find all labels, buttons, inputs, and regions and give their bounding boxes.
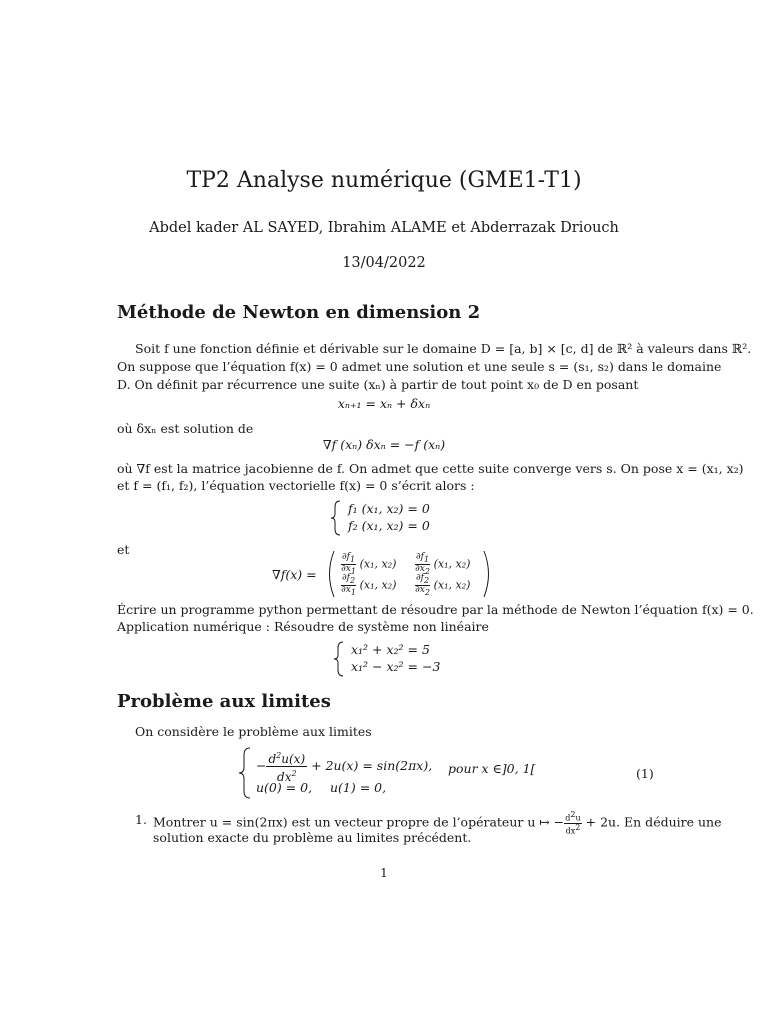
left-brace	[238, 747, 254, 799]
jacobian-matrix	[323, 550, 495, 598]
recurrence-equation: xₙ₊₁ = xₙ + δxₙ	[337, 396, 431, 411]
paragraph-line: Soit f une fonction définie et dérivable sur le domaine D = [a, b] × [c, d] de ℝ² à valeurs dans ℝ².	[135, 341, 752, 356]
paragraph-line: où δxₙ est solution de	[117, 421, 254, 436]
jacobian-entry-11: $\frac{\partial f_1}{\partial x_1}$ (x₁, x₂)	[341, 552, 397, 576]
paragraph-line: D. On définit par récurrence une suite (xₙ) à partir de tout point x₀ de D en posant	[117, 377, 639, 392]
boundary-condition-left: u(0) = 0,	[256, 780, 313, 795]
paragraph-line: Écrire un programme python permettant de résoudre par la méthode de Newton l’équation f(x) = 0.	[117, 602, 754, 617]
system-2-row-2: x₁² − x₂² = −3	[351, 659, 441, 674]
jacobian-entry-22: $\frac{\partial f_2}{\partial x_2}$ (x₁, x₂)	[415, 573, 471, 597]
jacobian-lhs: ∇f(x) =	[272, 567, 317, 582]
system-1-row-1: f₁ (x₁, x₂) = 0	[348, 501, 430, 516]
document-title: TP2 Analyse numérique (GME1-T1)	[186, 168, 582, 193]
boundary-condition-right: u(1) = 0,	[330, 780, 387, 795]
left-brace	[333, 641, 347, 677]
equation-domain: pour x ∈]0, 1[	[448, 761, 536, 776]
paragraph-line: On suppose que l’équation f(x) = 0 admet une solution et une seule s = (s₁, s₂) dans le domaine	[117, 359, 722, 374]
system-2-row-1: x₁² + x₂² = 5	[351, 642, 430, 657]
jacobian-entry-21: $\frac{\partial f_2}{\partial x_1}$ (x₁, x₂)	[341, 573, 397, 597]
paragraph-line: et	[117, 542, 130, 557]
paragraph-line: Application numérique : Résoudre de système non linéaire	[117, 619, 489, 634]
left-brace	[330, 500, 344, 536]
list-item-1-line-2: solution exacte du problème au limites précédent.	[153, 830, 472, 845]
paragraph-line: et f = (f₁, f₂), l’équation vectorielle f(x) = 0 s’écrit alors :	[117, 478, 475, 493]
boundary-value-problem	[238, 747, 658, 799]
equation-number: (1)	[636, 766, 654, 781]
authors-line: Abdel kader AL SAYED, Ibrahim ALAME et Abderrazak Driouch	[149, 220, 619, 236]
newton-step-equation: ∇f (xₙ) δxₙ = −f (xₙ)	[322, 437, 446, 452]
list-item-1-line-1: Montrer u = sin(2πx) est un vecteur propre de l’opérateur u ↦ − $\frac{d^2u}{dx^2}$ + 2u. En déduire une	[153, 810, 722, 836]
differential-equation: − $\frac{d^2u(x)}{dx^2}$ + 2u(x) = sin(2πx),	[256, 751, 433, 784]
system-1-row-2: f₂ (x₁, x₂) = 0	[348, 518, 430, 533]
section-heading-newton: Méthode de Newton en dimension 2	[117, 302, 481, 323]
list-item-number: 1.	[135, 812, 147, 827]
jacobian-entry-12: $\frac{\partial f_1}{\partial x_2}$ (x₁, x₂)	[415, 552, 471, 576]
paragraph-line: où ∇f est la matrice jacobienne de f. On admet que cette suite converge vers s. On pose x = (x₁, x₂)	[117, 461, 744, 476]
right-paren	[481, 550, 495, 598]
left-paren	[323, 550, 337, 598]
document-date: 13/04/2022	[342, 255, 426, 271]
section-heading-boundary-problem: Problème aux limites	[117, 691, 331, 712]
page-number: 1	[380, 866, 388, 880]
paragraph-line: On considère le problème aux limites	[135, 724, 372, 739]
